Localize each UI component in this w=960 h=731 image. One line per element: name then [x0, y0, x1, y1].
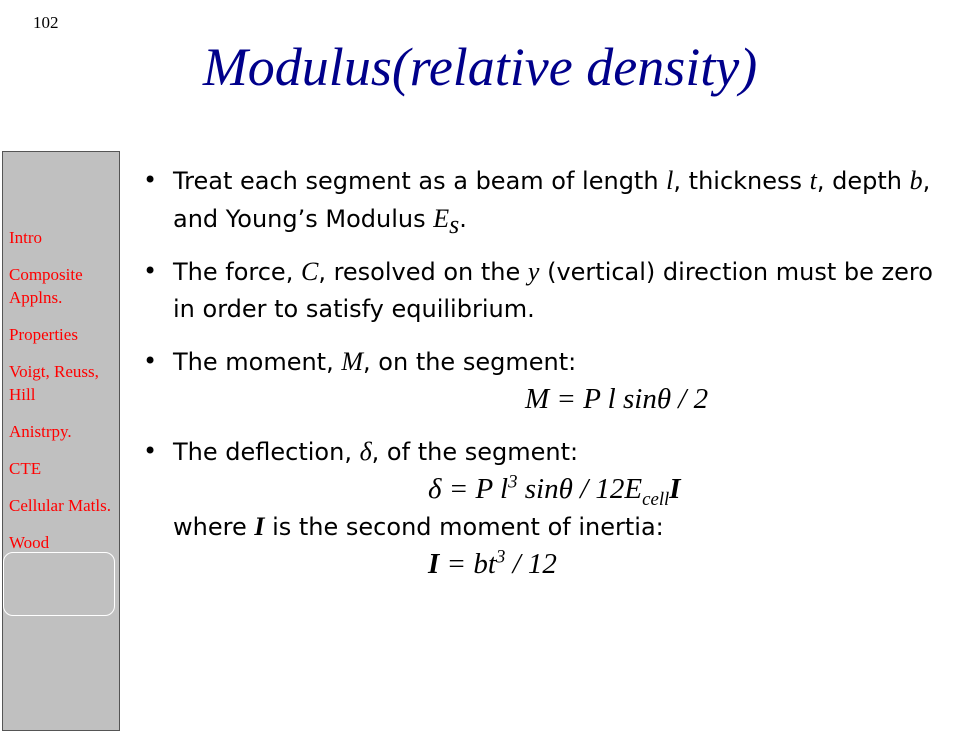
bullet-text: The deflection,	[173, 438, 360, 466]
var-moment: M	[341, 347, 364, 376]
bullet-text: , resolved on the	[318, 258, 528, 286]
eq-superscript: 3	[508, 471, 518, 493]
current-section-highlight	[3, 552, 115, 616]
var-youngs-modulus: E	[433, 204, 450, 233]
bullet-text: where	[173, 513, 255, 541]
eq-part: = bt	[439, 548, 496, 580]
inertia-equation	[173, 546, 940, 583]
nav-item-voigt-reuss-hill[interactable]: Voigt, Reuss, Hill	[9, 362, 99, 404]
bullet-force-equilibrium	[140, 253, 940, 328]
bullet-text: .	[459, 205, 467, 233]
deflection-equation	[173, 471, 940, 508]
eq-part: sinθ / 12E	[517, 473, 643, 505]
eq-part: I	[428, 548, 440, 580]
eq-part: / 12	[505, 548, 557, 580]
eq-superscript: 3	[495, 546, 506, 568]
var-thickness: t	[809, 166, 817, 195]
bullet-text: , and Young’s Modulus	[173, 167, 931, 233]
bullet-text: (vertical) direction must be zero in order to satisfy equilibrium.	[173, 258, 933, 323]
subscript-s: s	[449, 209, 460, 239]
where-line	[173, 508, 940, 546]
slide-title: Modulus(relative density)	[202, 37, 758, 97]
eq-part: δ = P l	[428, 473, 509, 505]
var-y: y	[527, 257, 540, 286]
page-number: 102	[33, 13, 59, 32]
nav-item-anistrpy[interactable]: Anistrpy.	[9, 422, 72, 441]
nav-item-cellular-matls[interactable]: Cellular Matls.	[9, 496, 111, 515]
bullet-beam-segment	[140, 162, 940, 238]
var-delta: δ	[359, 437, 372, 466]
var-force: C	[300, 257, 319, 286]
bullet-text: Treat each segment as a beam of length	[173, 167, 667, 195]
bullet-text: , on the segment:	[363, 348, 577, 376]
bullet-text: , thickness	[673, 167, 810, 195]
slide-content	[140, 162, 940, 598]
bullet-text: The moment,	[173, 348, 342, 376]
bullet-text: , depth	[816, 167, 910, 195]
bullet-text: , of the segment:	[371, 438, 579, 466]
moment-equation: M = P l sinθ / 2	[525, 383, 709, 415]
bullet-deflection	[140, 433, 940, 583]
nav-item-intro[interactable]: Intro	[9, 228, 43, 247]
bullet-text: is the second moment of inertia:	[264, 513, 664, 541]
nav-item-composite-applns[interactable]: Composite Applns.	[9, 265, 83, 307]
navigation-sidebar	[2, 151, 120, 731]
var-length: l	[666, 166, 674, 195]
var-depth: b	[909, 166, 923, 195]
eq-subscript: cell	[642, 488, 670, 510]
nav-item-properties[interactable]: Properties	[9, 325, 78, 344]
bullet-moment	[140, 343, 940, 418]
nav-item-cte[interactable]: CTE	[9, 459, 42, 478]
nav-list	[9, 226, 119, 568]
nav-item-wood[interactable]: Wood	[9, 533, 50, 552]
bullet-text: The force,	[173, 258, 301, 286]
eq-part: I	[669, 473, 681, 505]
var-inertia: I	[254, 512, 265, 541]
